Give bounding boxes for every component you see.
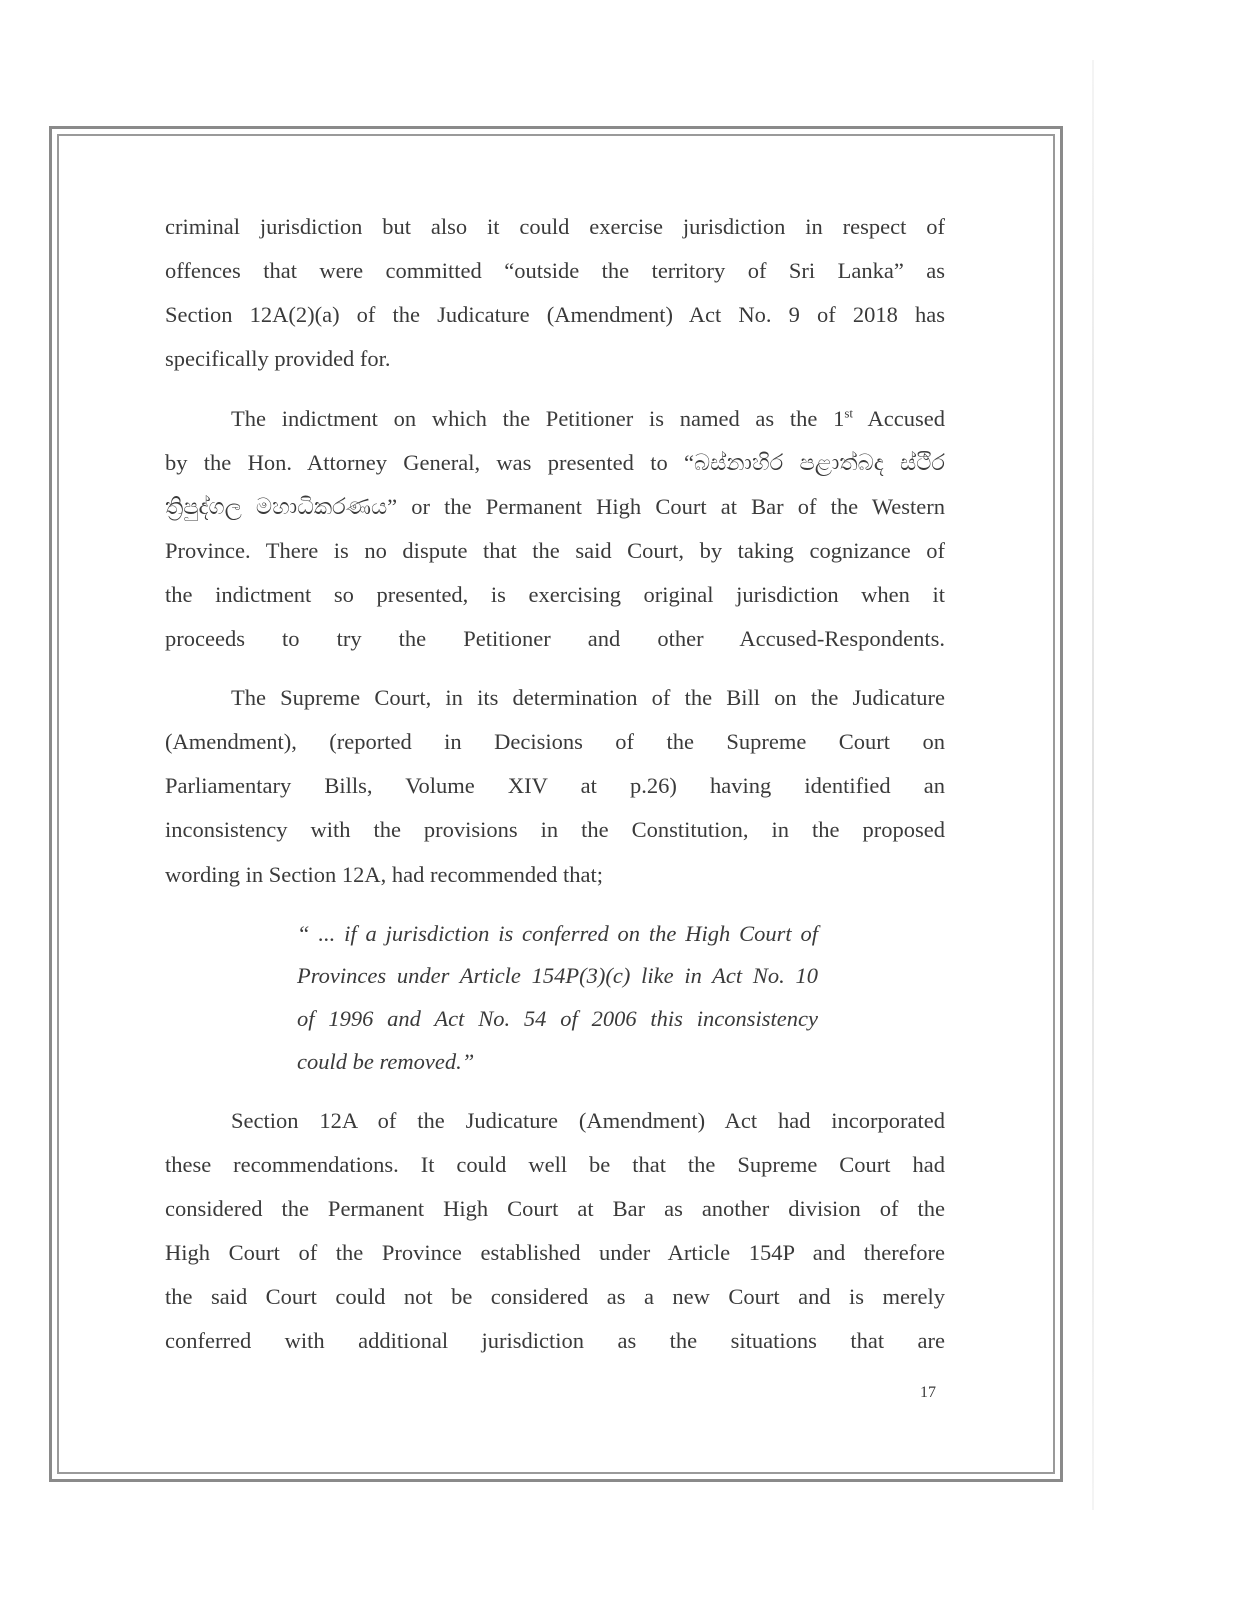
text-line: offences that were committed “outside the territory of Sri Lanka” as xyxy=(165,258,945,283)
text-line: Section 12A of the Judicature (Amendment) Act had incorporated xyxy=(231,1108,945,1133)
text-line: The indictment on which the Petitioner is named as the 1st Accused xyxy=(231,405,945,431)
text-line: ත්‍රිපුද්ගල මහාධිකරණය” or the Permanent High Court at Bar of the Western xyxy=(165,494,945,519)
page-border-inner xyxy=(57,134,1055,1474)
text-line: Province. There is no dispute that the said Court, by taking cognizance of xyxy=(165,538,945,563)
text-line: considered the Permanent High Court at Bar as another division of the xyxy=(165,1196,945,1221)
text-line: High Court of the Province established under Article 154P and therefore xyxy=(165,1240,945,1265)
text-line: inconsistency with the provisions in the Constitution, in the proposed xyxy=(165,817,945,842)
text-line: (Amendment), (reported in Decisions of the Supreme Court on xyxy=(165,729,945,754)
text-line: The Supreme Court, in its determination of the Bill on the Judicature xyxy=(231,685,945,710)
quote-line: could be removed.” xyxy=(297,1049,475,1074)
text-line: by the Hon. Attorney General, was presented to “බස්නාහිර පළාත්බද ස්ථිර xyxy=(165,450,945,475)
text-line: specifically provided for. xyxy=(165,346,391,371)
text-line: Section 12A(2)(a) of the Judicature (Amendment) Act No. 9 of 2018 has xyxy=(165,302,945,327)
text-line: the said Court could not be considered as a new Court and is merely xyxy=(165,1284,945,1309)
text-line: criminal jurisdiction but also it could exercise jurisdiction in respect of xyxy=(165,214,945,239)
text-line: the indictment so presented, is exercising original jurisdiction when it xyxy=(165,582,945,607)
page-edge-shadow xyxy=(1092,60,1094,1510)
text-line: wording in Section 12A, had recommended that; xyxy=(165,862,604,887)
text-line: Parliamentary Bills, Volume XIV at p.26) having identified an xyxy=(165,773,945,798)
text-line: conferred with additional jurisdiction as the situations that are xyxy=(165,1328,945,1353)
quote-line: Provinces under Article 154P(3)(c) like in Act No. 10 xyxy=(297,963,818,988)
text-line: these recommendations. It could well be that the Supreme Court had xyxy=(165,1152,945,1177)
quote-line: of 1996 and Act No. 54 of 2006 this inconsistency xyxy=(297,1006,818,1031)
page-number: 17 xyxy=(920,1384,936,1401)
text-line: proceeds to try the Petitioner and other Accused-Respondents. xyxy=(165,626,945,651)
quote-line: “ ... if a jurisdiction is conferred on the High Court of xyxy=(297,921,818,946)
